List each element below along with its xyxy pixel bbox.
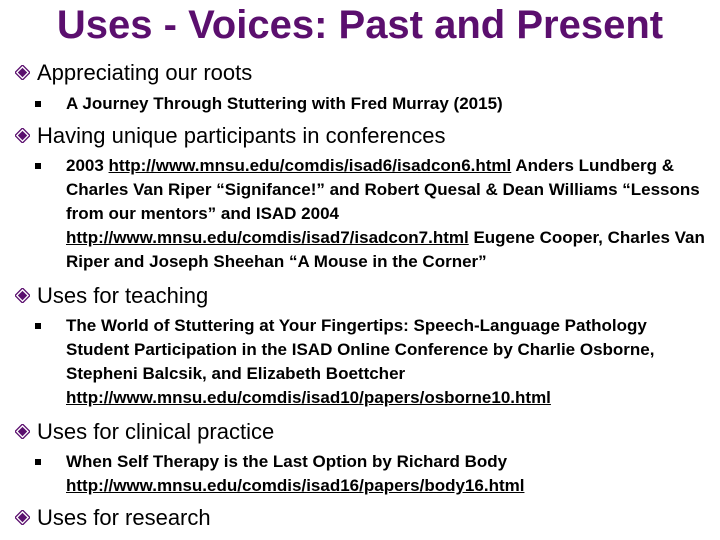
diamond-bullet-icon: [15, 510, 30, 525]
paper-link[interactable]: http://www.mnsu.edu/comdis/isad10/papers/osborne10.html: [66, 388, 551, 407]
conference-link[interactable]: http://www.mnsu.edu/comdis/isad6/isadcon6.html: [108, 156, 512, 175]
square-bullet-icon: [35, 459, 41, 465]
conference-link[interactable]: http://www.mnsu.edu/comdis/isad7/isadcon7.html: [66, 228, 469, 247]
item-text: When Self Therapy is the Last Option by Richard Body: [66, 452, 508, 471]
square-bullet-icon: [35, 101, 41, 107]
item-text: Anders Lundberg & Charles Van Riper “Signifance!” and Robert Quesal & Dean Williams “Lessons from our mentors” and ISAD 2004: [66, 156, 700, 223]
diamond-bullet-icon: [15, 128, 30, 143]
section-heading-text: Uses for research: [37, 505, 211, 530]
section-heading: [37, 123, 445, 149]
list-item: [66, 154, 706, 274]
section-heading-text: Having unique participants in conferences: [37, 123, 446, 148]
section-heading: [37, 283, 208, 309]
paper-link[interactable]: http://www.mnsu.edu/comdis/isad16/papers/body16.html: [66, 476, 525, 495]
section-heading-text: Appreciating our roots: [37, 60, 253, 85]
square-bullet-icon: [35, 323, 41, 329]
square-bullet-icon: [35, 163, 41, 169]
section-heading: [37, 60, 252, 86]
diamond-bullet-icon: [15, 288, 30, 303]
section-heading: [37, 505, 211, 531]
section-heading-text: Uses for teaching: [37, 283, 209, 308]
section-heading-text: Uses for clinical practice: [37, 419, 275, 444]
list-item: [66, 92, 706, 116]
diamond-bullet-icon: [15, 65, 30, 80]
diamond-bullet-icon: [15, 424, 30, 439]
list-item: [66, 450, 706, 498]
item-text: A Journey Through Stuttering with Fred Murray (2015): [66, 94, 503, 113]
list-item: [66, 314, 706, 410]
item-text: Eugene Cooper, Charles Van Riper and Joseph Sheehan “A Mouse in the Corner”: [66, 228, 705, 271]
slide-title: Uses - Voices: Past and Present: [56, 3, 664, 47]
item-text: The World of Stuttering at Your Fingertips: Speech-Language Pathology Student Participation in the ISAD Online Conference by Charlie Osborne, Stepheni Balcsik, and Elizabeth Boettcher: [66, 316, 655, 383]
section-heading: [37, 419, 274, 445]
item-text: 2003: [66, 156, 109, 175]
